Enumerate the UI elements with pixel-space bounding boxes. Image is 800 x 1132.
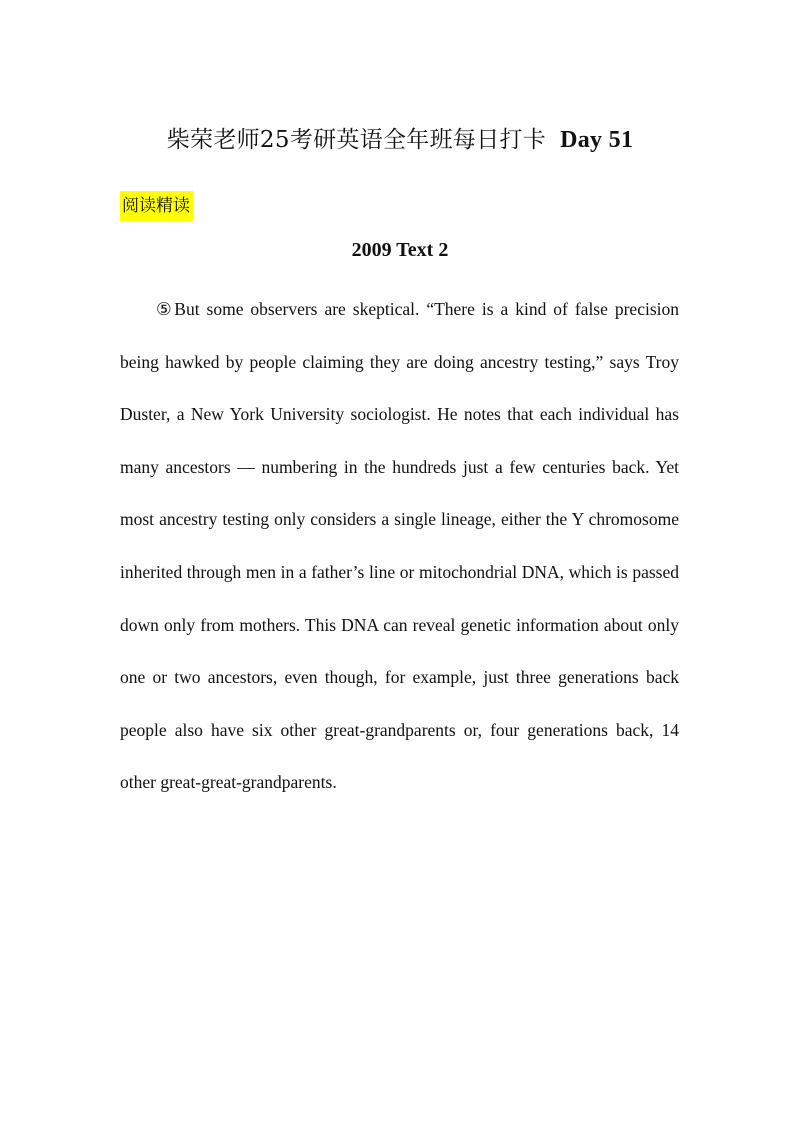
text-heading: 2009 Text 2	[351, 239, 449, 261]
title-main: 柴荣老师25考研英语全年班每日打卡	[166, 127, 547, 153]
title-day: Day 51	[560, 127, 634, 153]
reading-passage: ⑤But some observers are skeptical. “There is a kind of false precision being hawked by people claiming they are doing ancestry testing,” says Troy Duster, a New York University sociologist. He notes that each individual has many ancestors — numbering in the hundreds just a few centuries back. Yet most ancestry testing only considers a single lineage, either the Y chromosome inherited through men in a father’s line or mitochondrial DNA, which is passed down only from mothers. This DNA can reveal genetic information about only one or two ancestors, even though, for example, just three generations back people also have six other great-grandparents or, four generations back, 14 other great-great-grandparents.	[120, 299, 679, 793]
section-label-highlighted: 阅读精读	[120, 191, 193, 221]
page-title	[0, 124, 800, 156]
